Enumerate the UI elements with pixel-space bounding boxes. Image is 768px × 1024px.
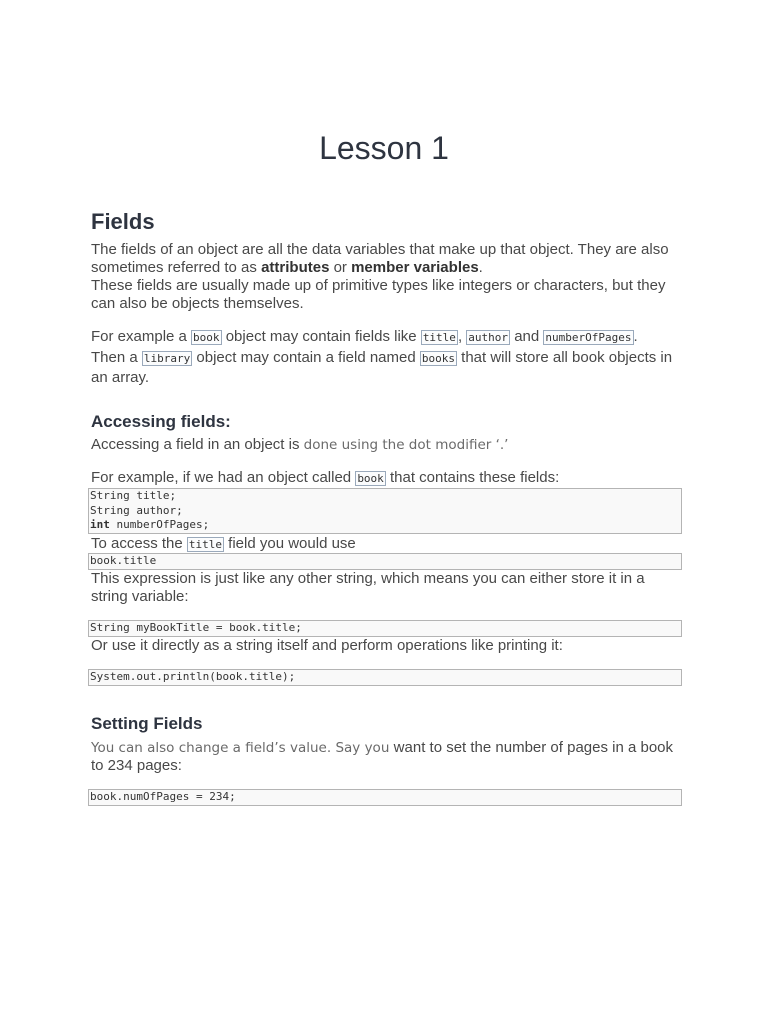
example-text: For example a <box>91 328 192 345</box>
attributes-term: attributes <box>261 259 330 276</box>
inline-code: title <box>422 331 456 344</box>
setting-paragraph <box>91 739 681 775</box>
inline-code: book <box>193 331 220 344</box>
inline-code: book <box>357 472 384 485</box>
code-line: String title; <box>90 489 177 502</box>
accessing-text: Accessing a field in an object is <box>91 436 304 453</box>
example-text: and <box>510 328 544 345</box>
code-block-store: String myBookTitle = book.title; <box>88 620 682 637</box>
example-text: . <box>633 328 638 345</box>
code-block-fields <box>88 488 682 534</box>
intro-text: These fields are usually made up of primitive types like integers or characters, but they can also be objects themselves. <box>91 277 666 312</box>
accessing-text: field you would use <box>224 535 356 552</box>
code-text: numberOfPages; <box>109 518 210 531</box>
access-title-paragraph <box>91 535 681 554</box>
page-title: Lesson 1 <box>319 130 449 166</box>
example-text: object may contain fields like <box>221 328 421 345</box>
inline-code: library <box>143 351 191 365</box>
example-text: , <box>457 328 467 345</box>
accessing-fields-heading: Accessing fields: <box>91 412 231 431</box>
accessing-text: that contains these fields: <box>385 469 560 486</box>
inline-code: numberOfPages <box>545 331 632 344</box>
accessing-intro <box>91 436 681 454</box>
accessing-text: For example, if we had an object called <box>91 469 356 486</box>
member-variables-term: member variables <box>351 259 479 276</box>
example-paragraph <box>91 327 681 388</box>
code-block-print: System.out.println(book.title); <box>88 669 682 686</box>
setting-text: want to set the number of pages in a book to 234 pages: <box>91 739 674 774</box>
fields-heading: Fields <box>91 209 155 234</box>
setting-fields-heading: Setting Fields <box>91 714 203 733</box>
use-directly-paragraph: Or use it directly as a string itself and perform operations like printing it: <box>91 637 563 654</box>
inline-code: books <box>421 351 455 365</box>
accessing-example-intro <box>91 469 681 488</box>
inline-code: title <box>188 538 223 551</box>
example-text: Then a <box>91 348 142 366</box>
intro-text: . <box>478 259 483 276</box>
example-text: that will store all book objects in an array. <box>91 348 673 386</box>
expression-paragraph: This expression is just like any other string, which means you can either store it in a string variable: <box>91 570 645 605</box>
example-text: object may contain a field named <box>192 348 420 366</box>
intro-text: The fields of an object are all the data variables that make up that object. They are also sometimes referred to as <box>91 241 669 276</box>
code-line <box>90 518 680 533</box>
code-keyword: int <box>90 518 110 531</box>
code-block-access: book.title <box>88 553 682 570</box>
code-line: String author; <box>90 503 183 517</box>
intro-text: or <box>329 259 352 276</box>
fields-intro-paragraph <box>91 241 681 313</box>
accessing-text: done using the dot modifier ‘.’ <box>303 437 509 453</box>
inline-code: author <box>468 331 509 344</box>
code-block-set: book.numOfPages = 234; <box>88 789 682 806</box>
setting-text: You can also change a field’s value. Say you <box>91 740 394 756</box>
accessing-text: To access the <box>91 535 187 552</box>
